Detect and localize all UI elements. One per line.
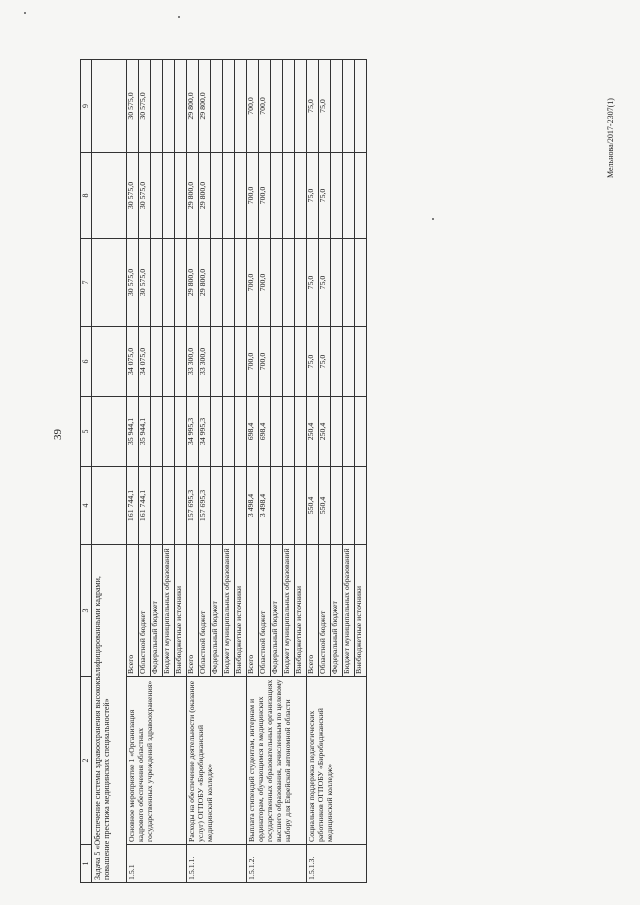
funding-source: Всего xyxy=(187,545,199,676)
amount-cell xyxy=(223,239,235,326)
funding-source: Всего xyxy=(307,545,319,676)
row-name: Расходы на обеспечение деятельности (оказание услуг) ОГПОБУ «Биробиджанский медицинский колледж» xyxy=(187,677,247,845)
value-column-c7 xyxy=(127,239,187,327)
table-row xyxy=(247,60,307,883)
column-number-header: 3 xyxy=(81,545,92,677)
amount-cell: 3 498,4 xyxy=(247,467,259,544)
amount-cell xyxy=(343,239,355,326)
amount-cell xyxy=(343,397,355,466)
amount-cell: 30 575,0 xyxy=(127,153,139,238)
amount-cell xyxy=(355,239,365,326)
funding-source: Областной бюджет xyxy=(139,545,151,676)
table-body xyxy=(92,60,367,883)
amount-cell xyxy=(211,397,223,466)
amount-cell: 75,0 xyxy=(307,60,319,152)
amount-cell: 161 744,1 xyxy=(127,467,139,544)
amount-cell xyxy=(235,153,245,238)
value-column-c4 xyxy=(187,467,247,545)
funding-sources xyxy=(127,545,187,677)
funding-source: Внебюджетные источники xyxy=(174,585,183,674)
amount-cell: 700,0 xyxy=(247,153,259,238)
amount-cell xyxy=(355,397,365,466)
column-number-header: 5 xyxy=(81,397,92,467)
row-code: 1.5.1.3. xyxy=(307,845,367,883)
amount-cell: 30 575,0 xyxy=(127,60,139,152)
amount-cell: 29 800,0 xyxy=(199,239,211,326)
amount-cell xyxy=(211,153,223,238)
amount-cell: 34 075,0 xyxy=(139,327,151,396)
amount-cell: 34 995,3 xyxy=(199,397,211,466)
amount-cell xyxy=(175,153,185,238)
row-code: 1.5.1.2. xyxy=(247,845,307,883)
amount-cell xyxy=(331,239,343,326)
amount-cell: 29 800,0 xyxy=(187,153,199,238)
amount-cell: 75,0 xyxy=(319,239,331,326)
funding-source: Внебюджетные источники xyxy=(294,585,303,674)
value-column-c6 xyxy=(127,327,187,397)
amount-cell xyxy=(175,397,185,466)
amount-cell: 700,0 xyxy=(259,153,271,238)
amount-cell xyxy=(235,60,245,152)
amount-cell: 30 575,0 xyxy=(139,153,151,238)
column-number-header: 1 xyxy=(81,845,92,883)
amount-cell xyxy=(355,327,365,396)
rotated-table-wrapper xyxy=(80,60,604,883)
amount-cell xyxy=(151,467,163,544)
value-column-c5 xyxy=(187,397,247,467)
value-column-c8 xyxy=(307,153,367,239)
amount-cell xyxy=(295,327,305,396)
column-number-header: 9 xyxy=(81,60,92,153)
amount-cell xyxy=(283,397,295,466)
amount-cell: 700,0 xyxy=(259,327,271,396)
amount-cell xyxy=(283,153,295,238)
amount-cell: 550,4 xyxy=(307,467,319,544)
amount-cell xyxy=(151,153,163,238)
funding-source: Бюджет муниципальных образований xyxy=(343,545,355,676)
amount-cell xyxy=(343,153,355,238)
value-column-c9 xyxy=(307,60,367,153)
amount-cell: 29 800,0 xyxy=(199,60,211,152)
amount-cell xyxy=(163,327,175,396)
funding-source: Бюджет муниципальных образований xyxy=(163,545,175,676)
amount-cell xyxy=(211,60,223,152)
amount-cell: 29 800,0 xyxy=(187,239,199,326)
amount-cell xyxy=(271,397,283,466)
amount-cell: 30 575,0 xyxy=(139,239,151,326)
amount-cell xyxy=(211,467,223,544)
amount-cell xyxy=(355,153,365,238)
amount-cell: 75,0 xyxy=(319,327,331,396)
amount-cell: 550,4 xyxy=(319,467,331,544)
amount-cell xyxy=(235,327,245,396)
amount-cell: 29 800,0 xyxy=(199,153,211,238)
funding-source: Областной бюджет xyxy=(319,545,331,676)
amount-cell: 75,0 xyxy=(307,153,319,238)
funding-source: Бюджет муниципальных образований xyxy=(223,545,235,676)
amount-cell xyxy=(343,60,355,152)
amount-cell: 157 695,3 xyxy=(187,467,199,544)
amount-cell xyxy=(331,327,343,396)
row-name: Выплата стипендий студентам, интернам и ординаторам, обучающимся в медицинских государственных образовательных организациях высшего образования, зачисленным по целевому набору для Еврейской автономной области xyxy=(247,677,307,845)
column-number-header: 2 xyxy=(81,677,92,845)
funding-source: Всего xyxy=(247,545,259,676)
amount-cell xyxy=(151,397,163,466)
amount-cell xyxy=(283,467,295,544)
funding-source: Федеральный бюджет xyxy=(151,545,163,676)
value-column-c7 xyxy=(307,239,367,327)
value-column-c7 xyxy=(187,239,247,327)
value-column-c5 xyxy=(127,397,187,467)
page-number: 39 xyxy=(52,429,64,440)
row-code: 1.5.1.1. xyxy=(187,845,247,883)
amount-cell: 29 800,0 xyxy=(187,60,199,152)
funding-source: Федеральный бюджет xyxy=(331,545,343,676)
column-number-row xyxy=(81,60,92,883)
value-column-c8 xyxy=(127,153,187,239)
amount-cell: 33 300,0 xyxy=(187,327,199,396)
amount-cell xyxy=(235,239,245,326)
amount-cell xyxy=(355,60,365,152)
amount-cell: 75,0 xyxy=(319,153,331,238)
amount-cell xyxy=(283,239,295,326)
table-row xyxy=(307,60,367,883)
value-column-c4 xyxy=(127,467,187,545)
amount-cell: 700,0 xyxy=(259,239,271,326)
funding-source: Федеральный бюджет xyxy=(211,545,223,676)
amount-cell xyxy=(331,467,343,544)
amount-cell xyxy=(223,327,235,396)
funding-source: Всего xyxy=(127,545,139,676)
amount-cell xyxy=(223,397,235,466)
funding-source: Внебюджетные источники xyxy=(354,585,363,674)
amount-cell: 75,0 xyxy=(319,60,331,152)
amount-cell xyxy=(295,467,305,544)
funding-sources xyxy=(187,545,247,677)
amount-cell xyxy=(343,467,355,544)
amount-cell: 75,0 xyxy=(307,327,319,396)
amount-cell xyxy=(295,239,305,326)
amount-cell xyxy=(151,327,163,396)
scan-speck xyxy=(178,16,180,18)
amount-cell xyxy=(271,153,283,238)
amount-cell xyxy=(163,467,175,544)
amount-cell xyxy=(295,60,305,152)
amount-cell xyxy=(211,239,223,326)
amount-cell: 33 300,0 xyxy=(199,327,211,396)
amount-cell xyxy=(271,327,283,396)
amount-cell xyxy=(343,327,355,396)
amount-cell xyxy=(295,153,305,238)
amount-cell: 700,0 xyxy=(247,327,259,396)
value-column-c9 xyxy=(187,60,247,153)
amount-cell xyxy=(235,467,245,544)
funding-source: Бюджет муниципальных образований xyxy=(283,545,295,676)
amount-cell: 30 575,0 xyxy=(139,60,151,152)
scan-speck xyxy=(24,12,26,14)
amount-cell: 34 075,0 xyxy=(127,327,139,396)
amount-cell: 75,0 xyxy=(307,239,319,326)
amount-cell: 35 944,1 xyxy=(139,397,151,466)
amount-cell: 30 575,0 xyxy=(127,239,139,326)
amount-cell xyxy=(175,60,185,152)
funding-source: Федеральный бюджет xyxy=(271,545,283,676)
amount-cell xyxy=(163,239,175,326)
amount-cell: 157 695,3 xyxy=(199,467,211,544)
amount-cell xyxy=(163,153,175,238)
amount-cell: 700,0 xyxy=(247,60,259,152)
amount-cell xyxy=(163,60,175,152)
value-column-c9 xyxy=(247,60,307,153)
row-name: Основное мероприятие 1 «Организация кадрового обеспечения областных государственных учреждений здравоохранения» xyxy=(127,677,187,845)
amount-cell xyxy=(175,467,185,544)
value-column-c4 xyxy=(307,467,367,545)
amount-cell: 35 944,1 xyxy=(127,397,139,466)
amount-cell: 161 744,1 xyxy=(139,467,151,544)
task-cell: Задача 5 «Обеспечение системы здравоохранения высококвалифицированными кадрами, повышение престижа медицинских специальностей» xyxy=(92,545,127,883)
value-column-c6 xyxy=(307,327,367,397)
table-row xyxy=(187,60,247,883)
column-number-header: 6 xyxy=(81,327,92,397)
amount-cell xyxy=(283,327,295,396)
amount-cell xyxy=(331,60,343,152)
amount-cell xyxy=(283,60,295,152)
amount-cell xyxy=(235,397,245,466)
row-name: Социальная поддержка педагогических работников ОГПОБУ «Биробиджанский медицинский колледж» xyxy=(307,677,367,845)
row-code: 1.5.1 xyxy=(127,845,187,883)
budget-table xyxy=(80,59,367,883)
table-row xyxy=(127,60,187,883)
amount-cell xyxy=(151,239,163,326)
amount-cell xyxy=(211,327,223,396)
amount-cell xyxy=(271,239,283,326)
amount-cell: 698,4 xyxy=(247,397,259,466)
funding-sources xyxy=(247,545,307,677)
value-column-c5 xyxy=(307,397,367,467)
amount-cell xyxy=(295,397,305,466)
amount-cell: 34 995,3 xyxy=(187,397,199,466)
value-column-c4 xyxy=(247,467,307,545)
amount-cell: 250,4 xyxy=(319,397,331,466)
amount-cell: 250,4 xyxy=(307,397,319,466)
amount-cell: 3 498,4 xyxy=(259,467,271,544)
amount-cell xyxy=(355,467,365,544)
amount-cell xyxy=(151,60,163,152)
amount-cell xyxy=(271,467,283,544)
amount-cell xyxy=(331,397,343,466)
value-column-c7 xyxy=(247,239,307,327)
value-column-c5 xyxy=(247,397,307,467)
value-column-c6 xyxy=(247,327,307,397)
amount-cell: 700,0 xyxy=(247,239,259,326)
amount-cell: 700,0 xyxy=(259,60,271,152)
amount-cell xyxy=(271,60,283,152)
amount-cell xyxy=(223,153,235,238)
value-column-c8 xyxy=(187,153,247,239)
amount-cell xyxy=(175,327,185,396)
funding-source: Областной бюджет xyxy=(259,545,271,676)
amount-cell xyxy=(331,153,343,238)
value-column-c8 xyxy=(247,153,307,239)
document-footer-code: Мельнова/2017-2307(1) xyxy=(606,98,615,178)
amount-cell: 698,4 xyxy=(259,397,271,466)
value-column-c9 xyxy=(127,60,187,153)
funding-source: Внебюджетные источники xyxy=(234,585,243,674)
column-number-header: 8 xyxy=(81,153,92,239)
funding-source: Областной бюджет xyxy=(199,545,211,676)
column-number-header: 7 xyxy=(81,239,92,327)
amount-cell xyxy=(175,239,185,326)
value-column-c6 xyxy=(187,327,247,397)
task-row xyxy=(92,60,127,883)
funding-sources xyxy=(307,545,367,677)
amount-cell xyxy=(223,467,235,544)
amount-cell xyxy=(163,397,175,466)
column-number-header: 4 xyxy=(81,467,92,545)
amount-cell xyxy=(223,60,235,152)
